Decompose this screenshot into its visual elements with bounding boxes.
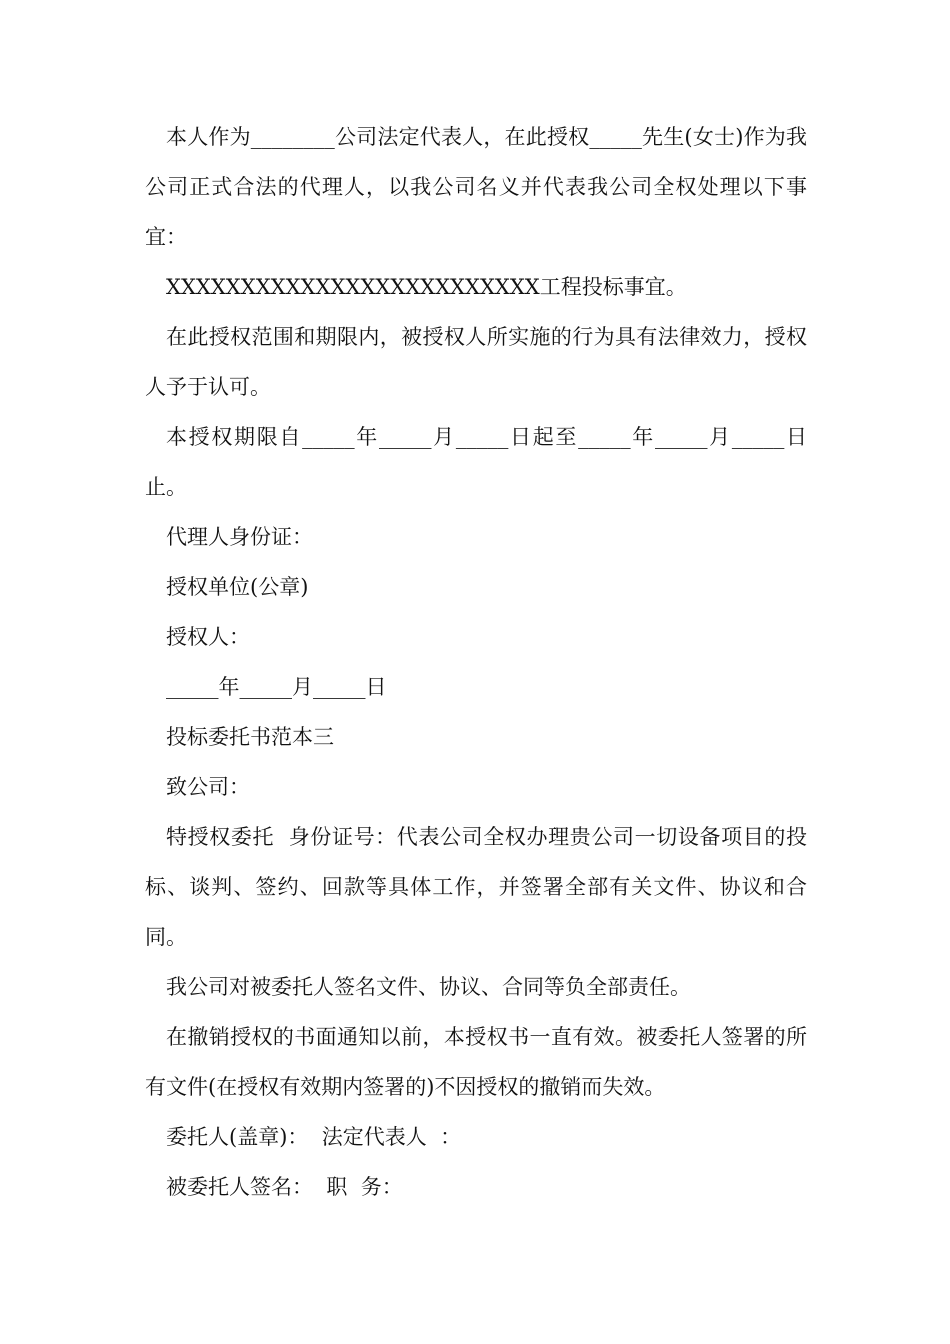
document-body	[145, 112, 807, 1212]
authorizer-line: 授权人：	[166, 625, 250, 649]
responsibility-paragraph: 我公司对被委托人签名文件、协议、合同等负全部责任。	[166, 975, 691, 999]
section-title: 投标委托书范本三	[166, 725, 334, 749]
agent-id-line: 代理人身份证：	[166, 525, 313, 549]
validity-paragraph: 在撤销授权的书面通知以前，本授权书一直有效。被委托人签署的所有文件(在授权有效期内签署的)不因授权的撤销而失效。	[145, 1025, 807, 1099]
salutation-line: 致公司：	[166, 775, 250, 799]
authorization-intro-paragraph: 本人作为________公司法定代表人，在此授权_____先生(女士)作为我公司正式合法的代理人，以我公司名义并代表我公司全权处理以下事宜：	[145, 125, 807, 249]
legal-effect-paragraph: 在此授权范围和期限内，被授权人所实施的行为具有法律效力，授权人予于认可。	[145, 325, 807, 399]
agent-signature-line: 被委托人签名： 职 务：	[166, 1175, 403, 1199]
principal-seal-line: 委托人(盖章)： 法定代表人 ：	[166, 1125, 462, 1149]
project-matter-paragraph: XXXXXXXXXXXXXXXXXXXXXXXXX工程投标事宜。	[166, 275, 687, 299]
date-line: _____年_____月_____日	[166, 675, 387, 699]
authorization-period-paragraph: 本授权期限自_____年_____月_____日起至_____年_____月_____日止。	[145, 425, 807, 499]
special-authorization-paragraph: 特授权委托 身份证号：代表公司全权办理贵公司一切设备项目的投标、谈判、签约、回款等具体工作，并签署全部有关文件、协议和合同。	[145, 825, 807, 949]
authorizing-unit-line: 授权单位(公章)	[166, 575, 309, 599]
